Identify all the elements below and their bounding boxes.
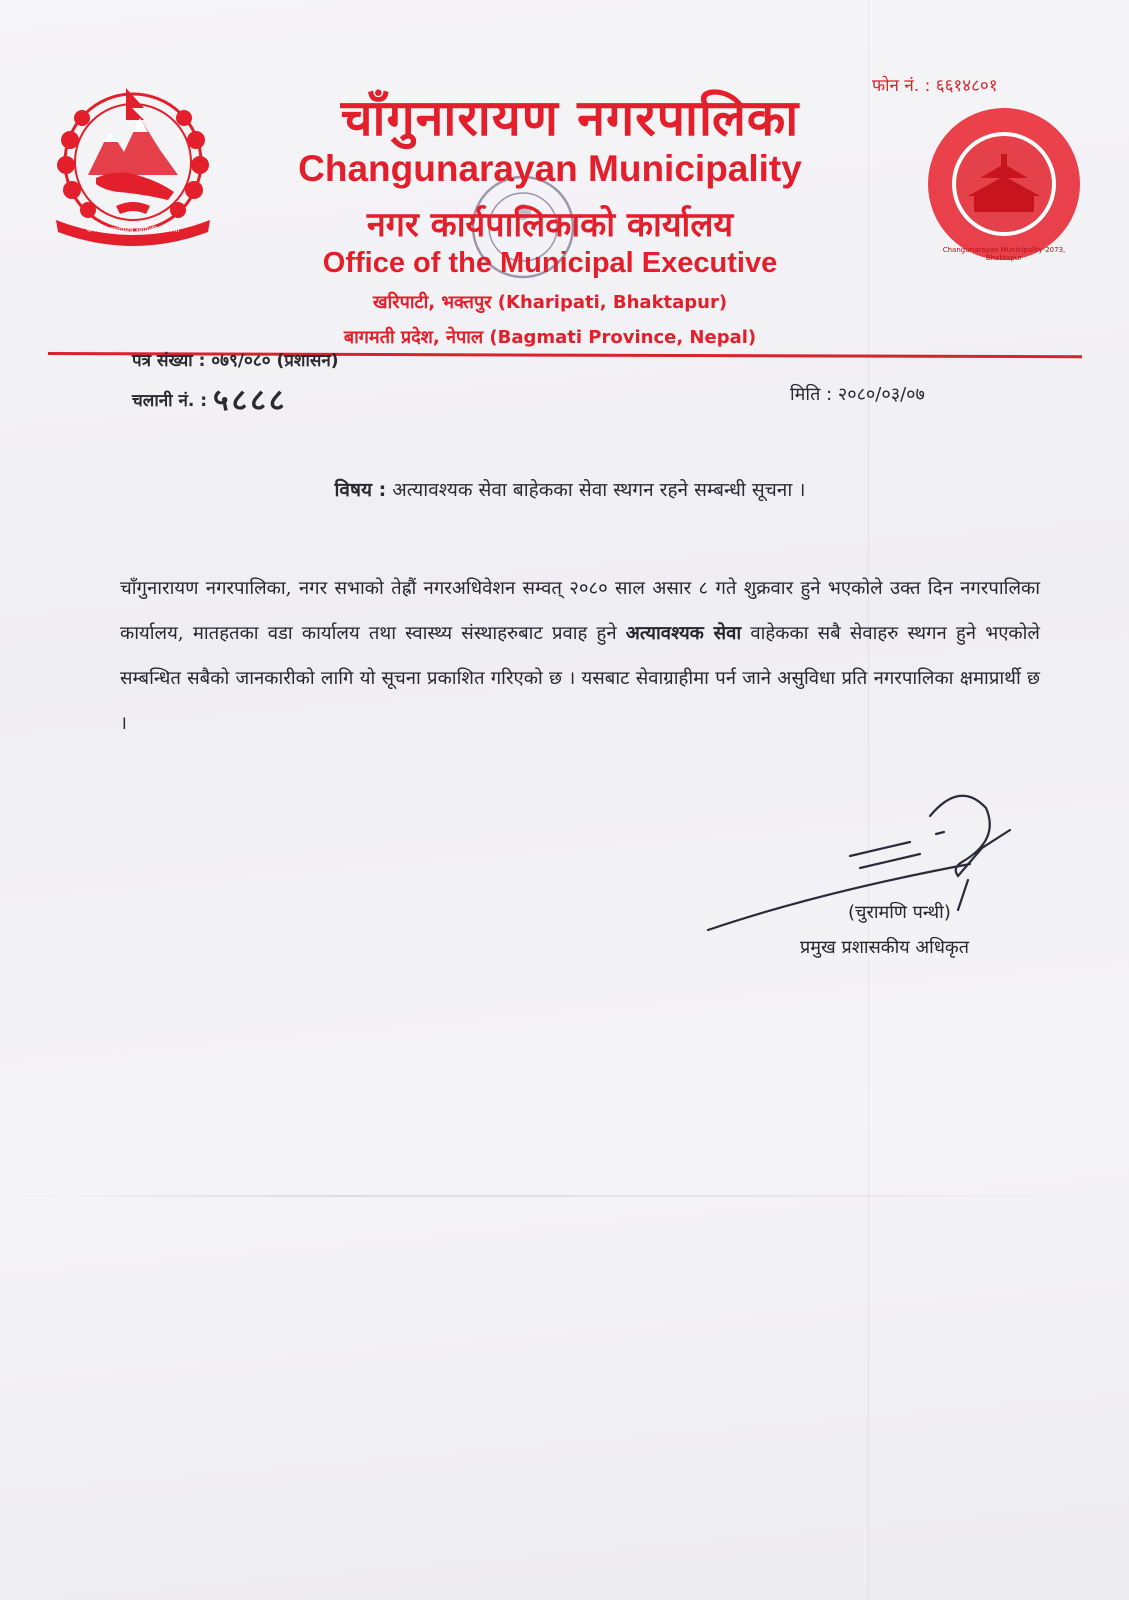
office-name-en: Office of the Municipal Executive: [322, 247, 778, 279]
municipality-seal-logo: [924, 104, 1084, 264]
address-line-1: खरिपाटी, भक्तपुर (Kharipati, Bhaktapur): [372, 292, 728, 313]
body-text-bold: अत्यावश्यक सेवा: [625, 623, 742, 644]
reference-number: पत्र संख्या : ०७९/०८० (प्रशासन): [132, 351, 339, 371]
phone-number: फोन नं. : ६६१४८०१: [872, 76, 998, 96]
office-name-np: नगर कार्यपालिकाको कार्यालय: [366, 205, 734, 245]
signatory-title: प्रमुख प्रशासकीय अधिकृत: [800, 937, 969, 958]
dispatch-value: ५८८८: [213, 383, 288, 418]
handwritten-signature: [700, 780, 1030, 950]
seal-text: Changunarayan Municipality-2073, Bhaktapur: [942, 246, 1066, 262]
emblem-ribbon-text: जननी जन्मभूमिश्च स्वर्गादपि गरीयसी: [86, 226, 180, 234]
signatory-name: (चुरामणि पन्थी): [848, 902, 951, 923]
municipality-name-np: चाँगुनारायण नगरपालिका: [340, 89, 800, 147]
subject-text: अत्यावश्यक सेवा बाहेकका सेवा स्थगन रहने सम्बन्धी सूचना ।: [392, 479, 806, 501]
paper-fold: [0, 1195, 1129, 1197]
dispatch-number: [132, 378, 287, 419]
subject-line: [120, 476, 1020, 502]
letter-date: मिति : २०८०/०३/०७: [790, 384, 925, 405]
municipality-name-en: Changunarayan Municipality: [298, 148, 802, 189]
dispatch-label: चलानी नं. :: [132, 391, 208, 411]
body-text-part1: चाँगुनारायण नगरपालिका, नगर सभाको तेह्रौं नगरअधिवेशन सम्वत् २०८० साल असार ८ गते शुक्रवार हुने भएकोले उक्त दिन नगरपालिका कार्यालय, मातहतका वडा कार्यालय तथा स्वास्थ्य संस्थाहरुबाट प्रवाह हुने: [120, 578, 1040, 644]
body-text-part2: वाहेकका सबै सेवाहरु स्थगन हुने भएकोले सम्बन्धित सबैको जानकारीको लागि यो सूचना प्रकाशित गरिएको छ । यसबाट सेवाग्राहीमा पर्न जाने असुविधा प्रति नगरपालिका क्षमाप्रार्थी छ ।: [120, 623, 1040, 734]
nepal-emblem-logo: [48, 80, 218, 250]
address-line-2: बागमती प्रदेश, नेपाल (Bagmati Province, Nepal): [343, 327, 757, 348]
subject-label: विषय :: [334, 479, 387, 501]
body-paragraph: [120, 566, 1040, 746]
